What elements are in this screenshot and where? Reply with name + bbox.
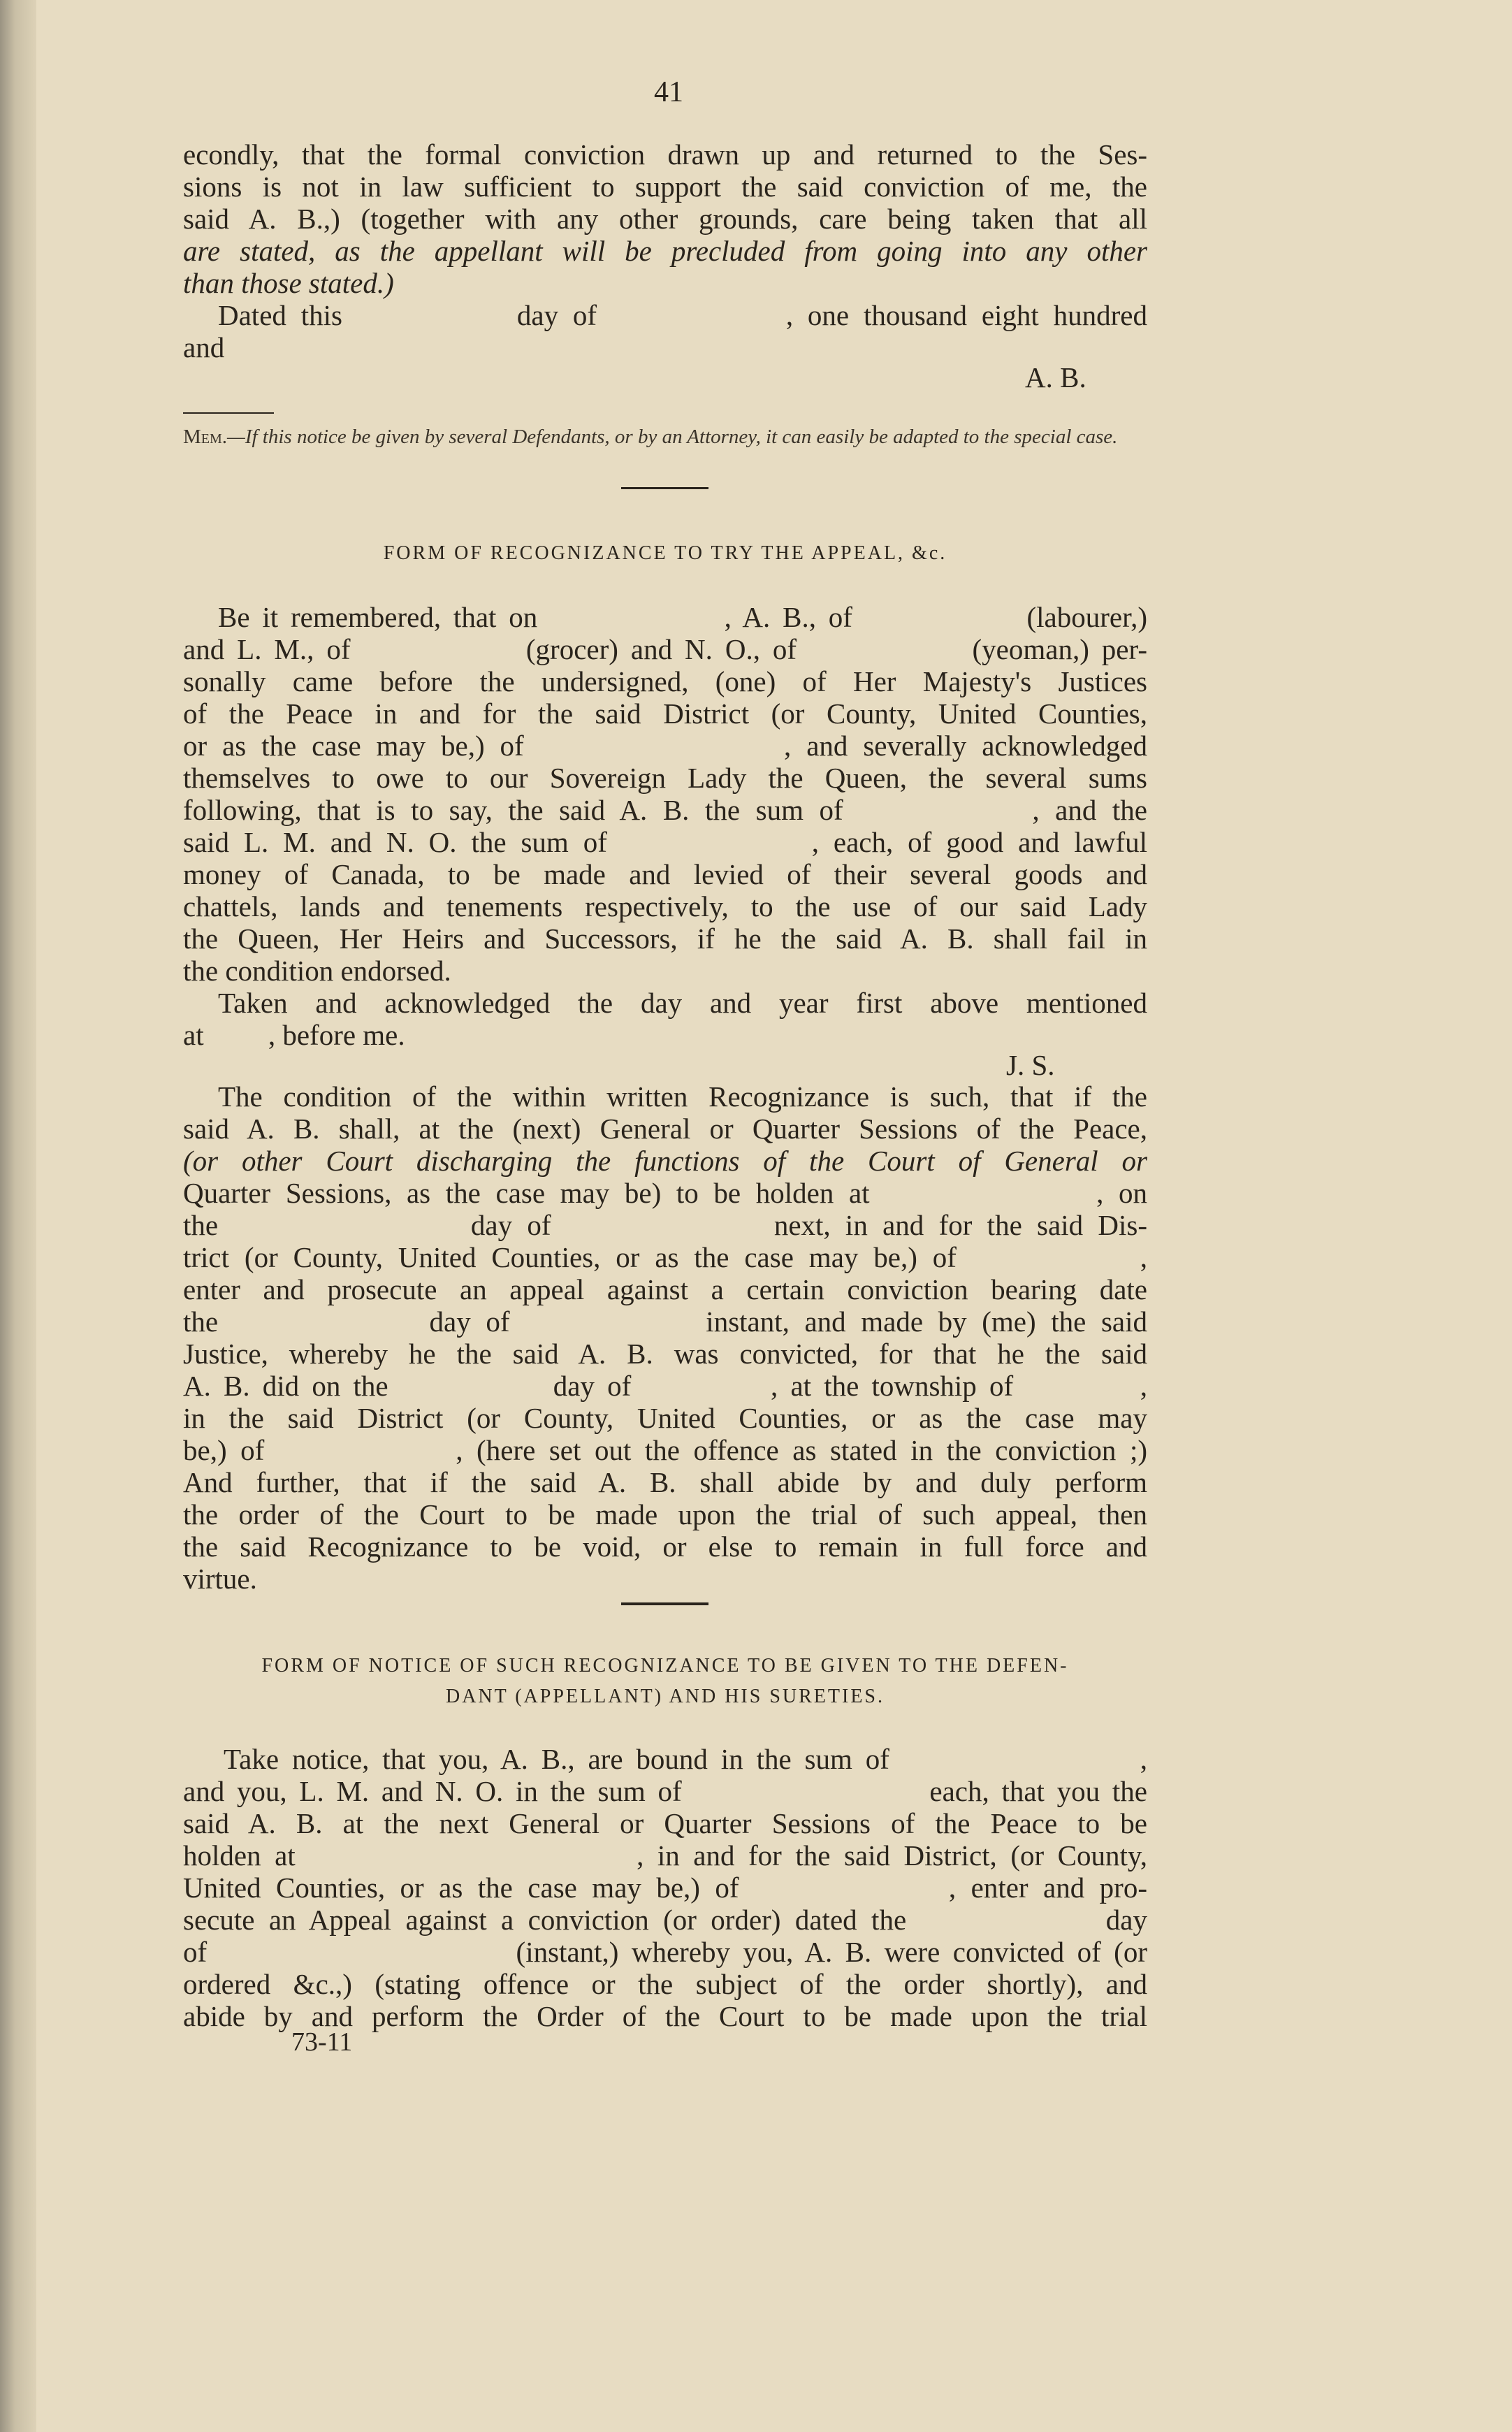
notice-line: secute an Appeal against a conviction (or order) dated the day xyxy=(183,1904,1147,1936)
condition-line: Quarter Sessions, as the case may be) to be holden at , on xyxy=(183,1177,1147,1209)
recognizance-line: chattels, lands and tenements respectively, to the use of our said Lady xyxy=(183,890,1147,922)
appeal-notice-line: said A. B.,) (together with any other grounds, care being taken that all xyxy=(183,203,1147,235)
appeal-notice-line: sions is not in law sufficient to support the said conviction of me, the xyxy=(183,171,1147,203)
condition-line: Justice, whereby he the said A. B. was convicted, for that he the said xyxy=(183,1338,1147,1370)
condition-line: trict (or County, United Counties, or as the case may be,) of , xyxy=(183,1241,1147,1273)
condition-line: be,) of , (here set out the offence as stated in the conviction ;) xyxy=(183,1434,1147,1466)
recognizance-line: said L. M. and N. O. the sum of , each, of good and lawful xyxy=(183,826,1147,858)
notice-line: holden at , in and for the said District, (or County, xyxy=(183,1839,1147,1872)
taken-line: Taken and acknowledged the day and year first above mentioned xyxy=(218,987,1147,1019)
condition-line: the order of the Court to be made upon the trial of such appeal, then xyxy=(183,1498,1147,1530)
condition-line: (or other Court discharging the functions of the Court of General or xyxy=(183,1145,1147,1177)
recognizance-line: and L. M., of (grocer) and N. O., of (yeoman,) per- xyxy=(183,633,1147,665)
section-divider xyxy=(621,487,708,489)
notice-heading-line2: DANT (APPELLANT) AND HIS SURETIES. xyxy=(445,1686,885,1707)
condition-line: virtue. xyxy=(183,1563,257,1595)
signature-js: J. S. xyxy=(1006,1049,1055,1081)
recognizance-line: the condition endorsed. xyxy=(183,955,451,987)
page-number: 41 xyxy=(654,76,683,108)
memo-note xyxy=(183,423,1147,451)
condition-line: enter and prosecute an appeal against a certain conviction bearing date xyxy=(183,1273,1147,1305)
notice-line: and you, L. M. and N. O. in the sum of each, that you the xyxy=(183,1775,1147,1807)
recognizance-line: of the Peace in and for the said District (or County, United Counties, xyxy=(183,697,1147,730)
recognizance-line: sonally came before the undersigned, (one) of Her Majesty's Justices xyxy=(183,665,1147,697)
condition-line: said A. B. shall, at the (next) General or Quarter Sessions of the Peace, xyxy=(183,1113,1147,1145)
recognizance-line: following, that is to say, the said A. B. the sum of , and the xyxy=(183,794,1147,826)
taken-line: at , before me. xyxy=(183,1019,405,1051)
dated-line: Dated this day of , one thousand eight hundred xyxy=(218,299,1147,331)
condition-line: And further, that if the said A. B. shall abide by and duly perform xyxy=(183,1466,1147,1498)
memo-text: —If this notice be given by several Defendants, or by an Attorney, it can easily be adapted to the special case. xyxy=(227,426,1118,448)
appeal-notice-line: econdly, that the formal conviction drawn up and returned to the Ses- xyxy=(183,138,1147,171)
notice-heading-line1: FORM OF NOTICE OF SUCH RECOGNIZANCE TO BE GIVEN TO THE DEFEN- xyxy=(261,1655,1069,1677)
signature-ab: A. B. xyxy=(1025,361,1086,393)
condition-line: A. B. did on the day of , at the township of , xyxy=(183,1370,1147,1402)
appeal-notice-line: are stated, as the appellant will be precluded from going into any other xyxy=(183,235,1147,267)
recognizance-line: money of Canada, to be made and levied of their several goods and xyxy=(183,858,1147,890)
notice-line: ordered &c.,) (stating offence or the subject of the order shortly), and xyxy=(183,1968,1147,2000)
and-line: and xyxy=(183,331,225,363)
recognizance-line: themselves to owe to our Sovereign Lady the Queen, the several sums xyxy=(183,762,1147,794)
recognizance-heading: FORM OF RECOGNIZANCE TO TRY THE APPEAL, &c. xyxy=(383,542,947,564)
condition-line: the said Recognizance to be void, or else to remain in full force and xyxy=(183,1530,1147,1563)
condition-line: the day of instant, and made by (me) the said xyxy=(183,1305,1147,1338)
notice-line: of (instant,) whereby you, A. B. were convicted of (or xyxy=(183,1936,1147,1968)
notice-line: United Counties, or as the case may be,) of , enter and pro- xyxy=(183,1872,1147,1904)
notice-line: abide by and perform the Order of the Court to be made upon the trial xyxy=(183,2000,1147,2032)
memo-label: Mem. xyxy=(183,426,228,448)
book-binding-shadow xyxy=(0,0,36,2432)
section-divider xyxy=(621,1602,708,1605)
recognizance-line: Be it remembered, that on , A. B., of (labourer,) xyxy=(218,601,1147,633)
appeal-notice-line: than those stated.) xyxy=(183,267,394,299)
memo-rule xyxy=(183,412,274,414)
notice-line: Take notice, that you, A. B., are bound in the sum of , xyxy=(224,1743,1147,1775)
condition-line: The condition of the within written Recognizance is such, that if the xyxy=(218,1080,1147,1113)
condition-line: in the said District (or County, United Counties, or as the case may xyxy=(183,1402,1147,1434)
condition-line: the day of next, in and for the said Dis- xyxy=(183,1209,1147,1241)
recognizance-line: the Queen, Her Heirs and Successors, if he the said A. B. shall fail in xyxy=(183,922,1147,955)
signature-mark: 73-11 xyxy=(291,2027,353,2057)
recognizance-line: or as the case may be,) of , and severally acknowledged xyxy=(183,730,1147,762)
notice-line: said A. B. at the next General or Quarter Sessions of the Peace to be xyxy=(183,1807,1147,1839)
